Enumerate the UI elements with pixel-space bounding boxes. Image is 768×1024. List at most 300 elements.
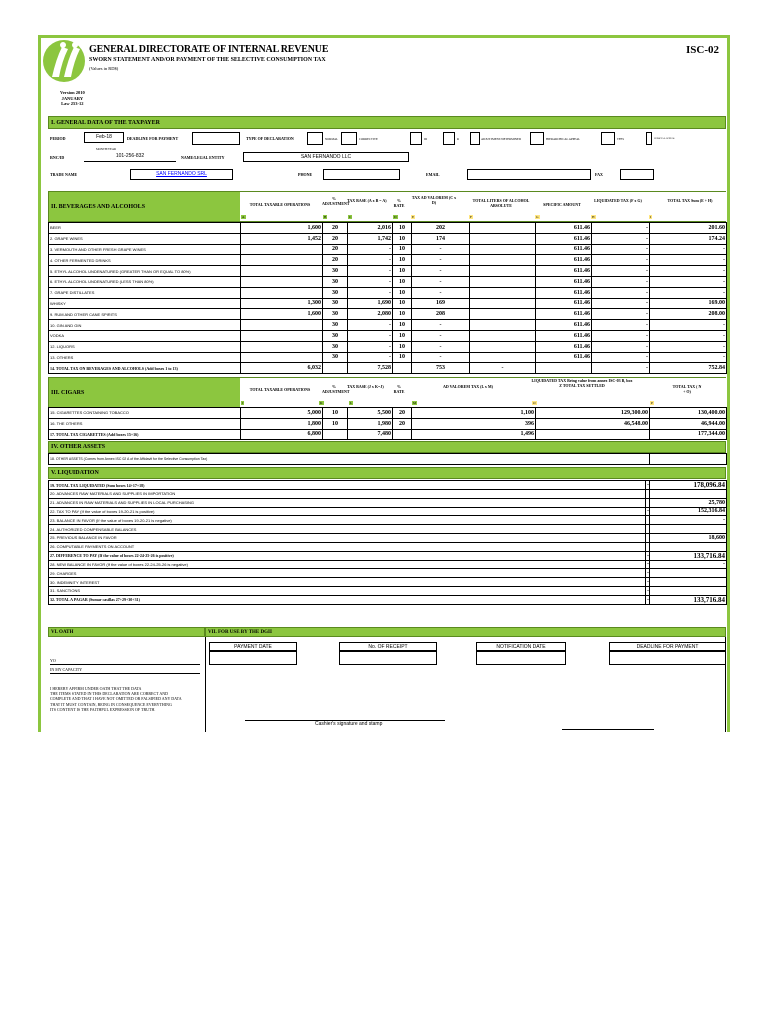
row-label: 2. GRAPE WINES	[49, 233, 241, 244]
liquidation-value[interactable]	[650, 525, 727, 534]
liquidation-value[interactable]: 25,780	[650, 498, 727, 507]
liquidated-cell: -	[592, 298, 650, 309]
section-beverages-header: II. BEVERAGES AND ALCOHOLS	[48, 191, 726, 222]
beverage-row	[49, 244, 727, 255]
beverages-table	[48, 222, 727, 374]
adjustment-cell: 20	[323, 223, 348, 234]
liquidation-label: 19. TOTAL TAX LIQUIDATED (Sum boxes 14+17+18)	[49, 481, 646, 490]
adjustment-cell: 30	[323, 320, 348, 331]
ad-valorem-cell: -	[412, 244, 470, 255]
adjustment-cell: 20	[323, 233, 348, 244]
row-label: 3. VERMOUTH AND OTHER FRESH GRAPE WINES	[49, 244, 241, 255]
total-tax-cell: 174.24	[650, 233, 727, 244]
cig-tax-base-header: TAX BASE (J x K=J)	[347, 384, 384, 389]
specific-amount-cell: 611.46	[536, 276, 592, 287]
specific-amount-cell: 611.46	[536, 266, 592, 277]
specific-amount-cell: 611.46	[536, 244, 592, 255]
signature-line[interactable]	[562, 729, 654, 730]
taxable-ops-cell[interactable]: 1,600	[241, 223, 323, 234]
cig-total-rate	[393, 429, 412, 440]
taxable-ops-cell[interactable]	[241, 320, 323, 331]
form-title: GENERAL DIRECTORATE OF INTERNAL REVENUE	[89, 44, 329, 55]
email-input[interactable]	[467, 169, 591, 180]
liquidation-row	[49, 481, 727, 490]
liquidated-cell: -	[592, 255, 650, 266]
rnc-label: RNC/ID	[50, 155, 65, 160]
cig-total-tax-header: TOTAL TAX ( N + O)	[672, 384, 702, 394]
beverage-row	[49, 320, 727, 331]
liquidation-value[interactable]: -	[650, 516, 727, 525]
liquidation-value[interactable]	[650, 586, 727, 595]
adjustment-cell: 20	[323, 244, 348, 255]
letter-h: H	[592, 215, 595, 219]
liquidated-cell: -	[592, 233, 650, 244]
rnc-input[interactable]: 101-256-832	[84, 152, 176, 162]
cig-ad-valorem-cell: 1,100	[412, 408, 536, 419]
cigar-row	[49, 418, 727, 429]
section-oath-header: VI. OATH	[48, 627, 205, 637]
ad-valorem-cell: -	[412, 266, 470, 277]
liquidation-row	[49, 551, 727, 560]
cig-total-adjustment	[323, 429, 348, 440]
notification-date-value[interactable]	[476, 651, 566, 665]
beverage-row	[49, 330, 727, 341]
taxable-ops-cell[interactable]	[241, 287, 323, 298]
rate-cell: 10	[393, 244, 412, 255]
row-label: 5. ETHYL ALCOHOL UNDENATURED (GREATER THAN OR EQUAL TO 80%)	[49, 266, 241, 277]
liquidation-value[interactable]: 133,716.84	[650, 551, 727, 560]
form-subtitle: SWORN STATEMENT AND/OR PAYMENT OF THE SELECTIVE CONSUMPTION TAX	[89, 57, 326, 63]
id-checkbox[interactable]	[410, 132, 422, 145]
row-label: 15. CIGARETTES CONTAINING TOBACCO	[49, 408, 241, 419]
liquidated-cell: -	[592, 266, 650, 277]
form-code: ISC-02	[686, 44, 720, 56]
liquidation-dash: -	[647, 596, 649, 603]
deadline-payment-value[interactable]	[609, 651, 726, 665]
dgii-logo	[42, 37, 87, 85]
period-input[interactable]: Feb-18	[84, 132, 124, 143]
specific-amount-cell: 611.46	[536, 298, 592, 309]
name-label: NAME/LEGAL ENTITY	[181, 155, 225, 160]
cig-total-taxable-header: TOTAL TAXABLE OPERATIONS	[249, 387, 311, 392]
liquidation-value[interactable]	[650, 490, 727, 499]
liters-cell[interactable]	[470, 244, 536, 255]
tax-base-cell: -	[348, 287, 393, 298]
beverage-row	[49, 255, 727, 266]
cig-ad-valorem-header: AD VALOREM TAX (L x M)	[442, 384, 494, 389]
adjustment-cell: 30	[323, 330, 348, 341]
cashier-signature-label: Cashier's signature and stamp	[315, 721, 383, 727]
total-tax-cell: -	[650, 287, 727, 298]
liquidation-label: 31. SANCTIONS	[49, 586, 646, 595]
liquidation-row	[49, 533, 727, 542]
letter-g: G	[536, 215, 539, 219]
rate-cell: 10	[393, 352, 412, 363]
specific-amount-cell: 611.46	[536, 352, 592, 363]
oath-capacity-label: IN MY CAPACITY	[50, 667, 83, 672]
taxable-ops-cell[interactable]	[241, 341, 323, 352]
liquidation-row	[49, 498, 727, 507]
total-tax-base: 7,528	[348, 363, 393, 374]
liters-cell[interactable]	[470, 233, 536, 244]
hierarchical-checkbox[interactable]	[530, 132, 544, 145]
beverage-row	[49, 298, 727, 309]
liquidated-cell: -	[592, 320, 650, 331]
total-tax-cell: -	[650, 320, 727, 331]
phone-input[interactable]	[323, 169, 400, 180]
total-specific	[536, 363, 592, 374]
adjustment-cell: 30	[323, 287, 348, 298]
ad-valorem-cell: -	[412, 287, 470, 298]
taxable-ops-cell[interactable]: 1,300	[241, 298, 323, 309]
liters-cell[interactable]	[470, 287, 536, 298]
liters-cell[interactable]	[470, 341, 536, 352]
col-adjustment-header: % ADJUSTMENT	[322, 196, 350, 206]
col-total-tax-header: TOTAL TAX Sum (E + H)	[667, 198, 713, 203]
liquidation-dash: -	[647, 561, 649, 568]
total-tax-cell: -	[650, 255, 727, 266]
liquidation-value[interactable]: 178,096.84	[650, 481, 727, 490]
liquidation-label: 22. TAX TO PAY (If the value of boxes 19-20-21 is positive)	[49, 507, 646, 516]
liquidation-dash: -	[647, 587, 649, 594]
tax-base-cell: -	[348, 330, 393, 341]
rate-cell: 10	[393, 233, 412, 244]
liquidation-dash: -	[647, 552, 649, 559]
adjustment-checkbox[interactable]	[470, 132, 480, 145]
adjustment-label: ADJUSTMENT/DETERMINED	[481, 137, 521, 141]
total-adjustment	[323, 363, 348, 374]
specific-amount-cell: 611.46	[536, 287, 592, 298]
rate-cell: 10	[393, 223, 412, 234]
liquidation-row	[49, 542, 727, 551]
liquidation-table	[48, 480, 727, 605]
other-assets-table	[48, 453, 727, 465]
cig-liquidated-header: LIQUIDATED TAX Bring value from annex ISC-03 B, box Z TOTAL TAX SETTLED	[531, 378, 633, 388]
liquidated-cell: -	[592, 341, 650, 352]
beverage-row	[49, 287, 727, 298]
judicial-checkbox[interactable]	[646, 132, 652, 145]
total-ad-valorem: 753	[412, 363, 470, 374]
version-info: Version 2010 JANUARY Law 253-12	[60, 90, 85, 107]
liquidation-label: 25. PREVIOUS BALANCE IN FAVOR	[49, 533, 646, 542]
r-checkbox[interactable]	[443, 132, 455, 145]
liquidation-label: 28. NEW BALANCE IN FAVOR (If the value of boxes 22-24-25-26 is negative)	[49, 560, 646, 569]
section-liquidation-header: V. LIQUIDATION	[48, 467, 726, 479]
total-tax-cell: -	[650, 330, 727, 341]
liters-cell[interactable]	[470, 298, 536, 309]
col-liquidated-header: LIQUIDATED TAX (F x G)	[594, 198, 642, 203]
cig-total-cell: 130,400.00	[650, 408, 727, 419]
tfes-label: TFES	[617, 137, 625, 141]
cig-rate-cell: 20	[393, 418, 412, 429]
total-taxable-ops: 6,032	[241, 363, 323, 374]
liquidation-label: 20. ADVANCES RAW MATERIALS AND SUPPLIES IN IMPORTATION	[49, 490, 646, 499]
beverage-row	[49, 266, 727, 277]
corrective-checkbox[interactable]	[341, 132, 357, 145]
col-tax-base-header: TAX BASE (A x B = A)	[347, 198, 387, 203]
section-general-data-header: I. GENERAL DATA OF THE TAXPAYER	[48, 116, 726, 129]
payment-date-value[interactable]	[209, 651, 297, 665]
liquidation-row	[49, 578, 727, 587]
oath-statement: I HEREBY AFFIRM UNDER OATH THAT THE DATA THE ITEMS STATED IN THIS DECLARATION ARE CORRECT AND COMPLETE AND THAT I HAVE NOT OMITTED OR FALSIFIED ANY DATA THAT IT MUST CONTAIN, BEING IN CONSEQUENCE EVERYTHING ITS CONTENT IS THE FAITHFUL EXPRESSION OF TRUTH.	[50, 686, 182, 712]
taxable-ops-cell[interactable]	[241, 244, 323, 255]
normal-checkbox[interactable]	[307, 132, 323, 145]
adjustment-cell: 30	[323, 266, 348, 277]
cig-rate-cell: 20	[393, 408, 412, 419]
total-liquidated: -	[592, 363, 650, 374]
tax-base-cell: -	[348, 244, 393, 255]
fax-label: FAX	[595, 172, 603, 177]
section-other-assets-header: IV. OTHER ASSETS	[48, 441, 726, 453]
period-label: PERIOD	[50, 136, 66, 141]
cig-tax-base-cell: 5,500	[348, 408, 393, 419]
cig-total-tax: 177,344.00	[650, 429, 727, 440]
rate-cell: 10	[393, 320, 412, 331]
ad-valorem-cell: -	[412, 255, 470, 266]
liquidation-label: 27. DIFFERENCE TO PAY (If the value of boxes 22-24-25-26 is positive)	[49, 551, 646, 560]
other-assets-row: 18. OTHER ASSETS (Comes from Annex ISC 02 A of the Affidavit for the Selective Consumption Tax)	[49, 454, 650, 465]
letter-p: P	[651, 401, 653, 405]
liquidation-label: 32. TOTAL A PAGAR (Sumar casillas 27+29+30+31)	[49, 595, 646, 604]
adjustment-cell: 20	[323, 255, 348, 266]
section-cigars-header: III. CIGARS	[48, 377, 726, 408]
liquidation-label: 24. AUTHORIZED COMPENSABLE BALANCES	[49, 525, 646, 534]
col-ad-valorem-header: TAX AD VALOREM (C x D)	[411, 195, 457, 205]
taxable-ops-cell[interactable]	[241, 330, 323, 341]
liquidation-row	[49, 595, 727, 604]
oath-yo-label: YO	[50, 658, 56, 663]
rate-cell: 10	[393, 298, 412, 309]
total-tax-cell: -	[650, 341, 727, 352]
letter-i: I	[650, 215, 652, 219]
tax-base-cell: -	[348, 255, 393, 266]
tax-base-cell: -	[348, 352, 393, 363]
letter-j: J	[242, 401, 244, 405]
cig-total-cell: 46,944.00	[650, 418, 727, 429]
tax-base-cell: 1,690	[348, 298, 393, 309]
liters-cell[interactable]	[470, 266, 536, 277]
declaration-type-label: TYPE OF DECLARATION	[246, 136, 294, 141]
adjustment-cell: 30	[323, 298, 348, 309]
liquidated-cell: -	[592, 330, 650, 341]
taxable-ops-cell[interactable]	[241, 255, 323, 266]
liters-cell[interactable]	[470, 330, 536, 341]
specific-amount-cell: 611.46	[536, 330, 592, 341]
letter-k: K	[320, 401, 323, 405]
tax-base-cell: 2,016	[348, 223, 393, 234]
liquidation-value[interactable]: 18,600	[650, 533, 727, 542]
name-input[interactable]: SAN FERNANDO LLC	[243, 152, 409, 162]
hierarchical-label: HIERARCHICAL APPEAL	[546, 137, 581, 141]
beverage-row	[49, 309, 727, 320]
row-label: 6. ETHYL ALCOHOL UNDENATURED (LESS THAN 80%)	[49, 276, 241, 287]
row-label: 10. GIN AND GIN	[49, 320, 241, 331]
rate-cell: 10	[393, 255, 412, 266]
liquidation-label: 21. ADVANCES IN RAW MATERIALS AND SUPPLIES IN LOCAL PURCHASING	[49, 498, 646, 507]
tax-base-cell: -	[348, 276, 393, 287]
specific-amount-cell: 611.46	[536, 341, 592, 352]
adjustment-cell: 30	[323, 341, 348, 352]
ad-valorem-cell: -	[412, 352, 470, 363]
row-label: 9. RUM AND OTHER CANE SPIRITS	[49, 309, 241, 320]
total-tax-cell: -	[650, 352, 727, 363]
letter-b: B	[324, 215, 327, 219]
liquidation-dash: -	[647, 482, 649, 488]
period-sub-label: MONTH/YEAR	[96, 147, 116, 151]
cig-rate-header: % RATE	[393, 384, 405, 394]
liquidation-row	[49, 490, 727, 499]
tax-base-cell: -	[348, 266, 393, 277]
cig-taxable-cell[interactable]: 1,800	[241, 418, 323, 429]
cig-adjustment-header: % ADJUSTMENT	[322, 384, 350, 394]
liquidation-value[interactable]: -	[650, 560, 727, 569]
total-tax-cell: -	[650, 266, 727, 277]
ad-valorem-cell: 202	[412, 223, 470, 234]
cig-total-taxable: 6,800	[241, 429, 323, 440]
col-rate-header: % RATE	[393, 198, 405, 208]
row-label: 13. OTHERS	[49, 352, 241, 363]
liquidation-label: 23. BALANCE IN FAVOR (If the value of boxes 19-20-21 is negative)	[49, 516, 646, 525]
liters-cell[interactable]	[470, 223, 536, 234]
corrective-label: CORRECTIVE	[359, 137, 378, 141]
row-label: VODKA	[49, 330, 241, 341]
cig-total-tax-base: 7,480	[348, 429, 393, 440]
letter-m: M	[413, 401, 417, 405]
liquidation-value[interactable]: 133,716.84	[650, 595, 727, 604]
notification-date-field[interactable]: NOTIFICATION DATE	[476, 642, 566, 651]
beverage-row	[49, 352, 727, 363]
liquidation-row	[49, 586, 727, 595]
letter-o: O	[533, 401, 536, 405]
tfes-checkbox[interactable]	[601, 132, 615, 145]
cig-adjustment-cell: 10	[323, 408, 348, 419]
row-label: BEER	[49, 223, 241, 234]
liquidation-value[interactable]: 152,316.84	[650, 507, 727, 516]
row-label: 12. LIQUORS	[49, 341, 241, 352]
deadline-payment-field[interactable]: DEADLINE FOR PAYMENT	[609, 642, 726, 651]
liters-cell[interactable]	[470, 255, 536, 266]
trade-name-label: TRADE NAME	[50, 172, 78, 177]
ad-valorem-cell: 174	[412, 233, 470, 244]
fax-input[interactable]	[620, 169, 654, 180]
col-liters-header: TOTAL LITERS OF ALCOHOL ABSOLUTE	[472, 198, 530, 208]
specific-amount-cell: 611.46	[536, 255, 592, 266]
adjustment-cell: 30	[323, 309, 348, 320]
other-assets-value[interactable]	[650, 454, 727, 465]
ad-valorem-cell: 169	[412, 298, 470, 309]
cig-total-label: 17. TOTAL TAX CIGARETTES (Add boxes 15+16)	[49, 429, 241, 440]
cig-total-ad-valorem: 1,496	[412, 429, 536, 440]
taxable-ops-cell[interactable]	[241, 352, 323, 363]
taxable-ops-cell[interactable]	[241, 276, 323, 287]
liquidated-cell: -	[592, 223, 650, 234]
liquidation-label: 30. INDEMNITY INTEREST	[49, 578, 646, 587]
liquidation-value[interactable]	[650, 578, 727, 587]
rate-cell: 10	[393, 266, 412, 277]
rate-cell: 10	[393, 309, 412, 320]
judicial-label: JUDICIAL APPEAL	[654, 137, 676, 140]
liquidation-value[interactable]	[650, 542, 727, 551]
taxable-ops-cell[interactable]	[241, 266, 323, 277]
letter-d: D	[394, 215, 397, 219]
total-rate	[393, 363, 412, 374]
tax-base-cell: 2,080	[348, 309, 393, 320]
cigars-table	[48, 407, 727, 440]
beverage-row	[49, 276, 727, 287]
specific-amount-cell: 611.46	[536, 309, 592, 320]
liquidation-value[interactable]	[650, 569, 727, 578]
letter-f: F	[470, 215, 472, 219]
beverage-total-row	[49, 363, 727, 374]
liters-cell[interactable]	[470, 320, 536, 331]
liquidation-row	[49, 560, 727, 569]
row-label: WHISKY	[49, 298, 241, 309]
specific-amount-cell: 611.46	[536, 320, 592, 331]
cigar-total-row	[49, 429, 727, 440]
email-label: EMAIL	[426, 172, 440, 177]
liquidation-label: 26. COMPUTABLE PAYMENTS ON ACCOUNT	[49, 542, 646, 551]
deadline-input[interactable]	[192, 132, 240, 145]
tax-base-cell: -	[348, 320, 393, 331]
cig-liquidated-cell: 46,548.00	[536, 418, 650, 429]
values-note: (Values in RD$)	[89, 66, 119, 71]
letter-e: E	[412, 215, 415, 219]
ad-valorem-cell: 208	[412, 309, 470, 320]
total-tax-cell: -	[650, 244, 727, 255]
liters-cell[interactable]	[470, 276, 536, 287]
section-dgii-use-header: VII. FOR USE BY THE DGII	[205, 627, 726, 637]
liquidation-row	[49, 525, 727, 534]
liters-cell[interactable]	[470, 352, 536, 363]
rate-cell: 10	[393, 341, 412, 352]
col-specific-amount-header: SPECIFIC AMOUNT	[543, 202, 581, 207]
total-tax-cell: -	[650, 276, 727, 287]
liquidated-cell: -	[592, 287, 650, 298]
rate-cell: 10	[393, 330, 412, 341]
letter-c: C	[349, 215, 352, 219]
ad-valorem-cell: -	[412, 320, 470, 331]
phone-label: PHONE	[298, 172, 313, 177]
trade-name-input[interactable]: SAN FERNANDO SRL	[130, 169, 233, 180]
col-total-taxable-header: TOTAL TAXABLE OPERATIONS	[249, 202, 311, 207]
beverage-row	[49, 223, 727, 234]
letter-l: L	[350, 401, 353, 405]
liquidation-row	[49, 516, 727, 525]
receipt-number-value[interactable]	[339, 651, 437, 665]
liquidated-cell: -	[592, 276, 650, 287]
taxable-ops-cell[interactable]: 1,452	[241, 233, 323, 244]
row-label: 7. GRAPE DISTILLATES	[49, 287, 241, 298]
cig-tax-base-cell: 1,980	[348, 418, 393, 429]
ad-valorem-cell: -	[412, 341, 470, 352]
liquidated-cell: -	[592, 309, 650, 320]
liters-cell[interactable]	[470, 309, 536, 320]
payment-date-field[interactable]: PAYMENT DATE	[209, 642, 297, 651]
taxable-ops-cell[interactable]: 1,600	[241, 309, 323, 320]
r-label: R	[457, 137, 460, 141]
deadline-label: DEADLINE FOR PAYMENT	[127, 136, 179, 141]
tax-base-cell: -	[348, 341, 393, 352]
total-label: 14. TOTAL TAX ON BEVERAGES AND ALCOHOLS (Add boxes 1 to 13)	[49, 363, 241, 374]
cig-taxable-cell[interactable]: 5,000	[241, 408, 323, 419]
total-tax-cell: 169.00	[650, 298, 727, 309]
liquidation-dash: -	[647, 570, 649, 577]
adjustment-cell: 30	[323, 352, 348, 363]
normal-label: NORMAL	[325, 137, 339, 141]
total-tax-cell: 208.00	[650, 309, 727, 320]
total-tax: 752.84	[650, 363, 727, 374]
receipt-number-field[interactable]: No. OF RECEIPT	[339, 642, 437, 651]
